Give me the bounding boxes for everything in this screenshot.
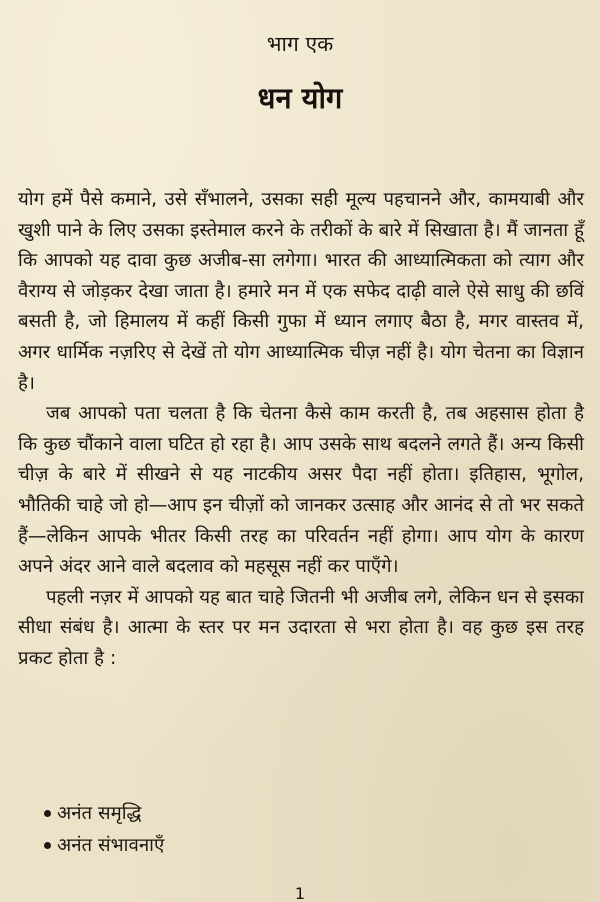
- body-text: [18, 185, 584, 675]
- bullet-icon: [44, 810, 51, 817]
- part-label: भाग एक: [266, 32, 334, 56]
- paragraph-1: योग हमें पैसे कमाने, उसे सँभालने, उसका सही मूल्य पहचानने और, कामयाबी और खुशी पाने के लिए उसका इस्तेमाल करने के तरीकों के बारे में सिखाता है। मैं जानता हूँ कि आपको यह दावा कुछ अजीब-सा लगेगा। भारत की आध्यात्मिकता को त्याग और वैराग्य से जोड़कर देखा जाता है। हमारे मन में एक सफेद दाढ़ी वाले ऐसे साधु की छविं बसती है, जो हिमालय में कहीं किसी गुफा में ध्यान लगाए बैठा है, मगर वास्तव में, अगर धार्मिक नज़रिए से देखें तो योग आध्यात्मिक चीज़ नहीं है। योग चेतना का विज्ञान है।: [18, 189, 585, 394]
- bullet-text: अनंत संभावनाएँ: [57, 835, 165, 856]
- list-item: [44, 798, 164, 830]
- bullet-icon: [44, 842, 51, 849]
- bullet-list: [44, 798, 164, 862]
- page-number: 1: [294, 884, 306, 902]
- chapter-title: धन योग: [257, 81, 343, 115]
- bullet-text: अनंत समृद्धि: [57, 803, 142, 824]
- list-item: [44, 830, 164, 862]
- paragraph-3: पहली नज़र में आपको यह बात चाहे जितनी भी अजीब लगे, लेकिन धन से इसका सीधा संबंध है। आत्मा के स्तर पर मन उदारता से भरा होता है। वह कुछ इस तरह प्रकट होता है :: [18, 586, 584, 669]
- paragraph-2: जब आपको पता चलता है कि चेतना कैसे काम करती है, तब अहसास होता है कि कुछ चौंकाने वाला घटित हो रहा है। आप उसके साथ बदलने लगते हैं। अन्य किसी चीज़ के बारे में सीखने से यह नाटकीय असर पैदा नहीं होता। इतिहास, भूगोल, भौतिकी चाहे जो हो—आप इन चीज़ों को जानकर उत्साह और आनंद से तो भर सकते हैं—लेकिन आपके भीतर किसी तरह का परिवर्तन नहीं होगा। आप योग के कारण अपने अंदर आने वाले बदलाव को महसूस नहीं कर पाएँगे।: [18, 403, 584, 578]
